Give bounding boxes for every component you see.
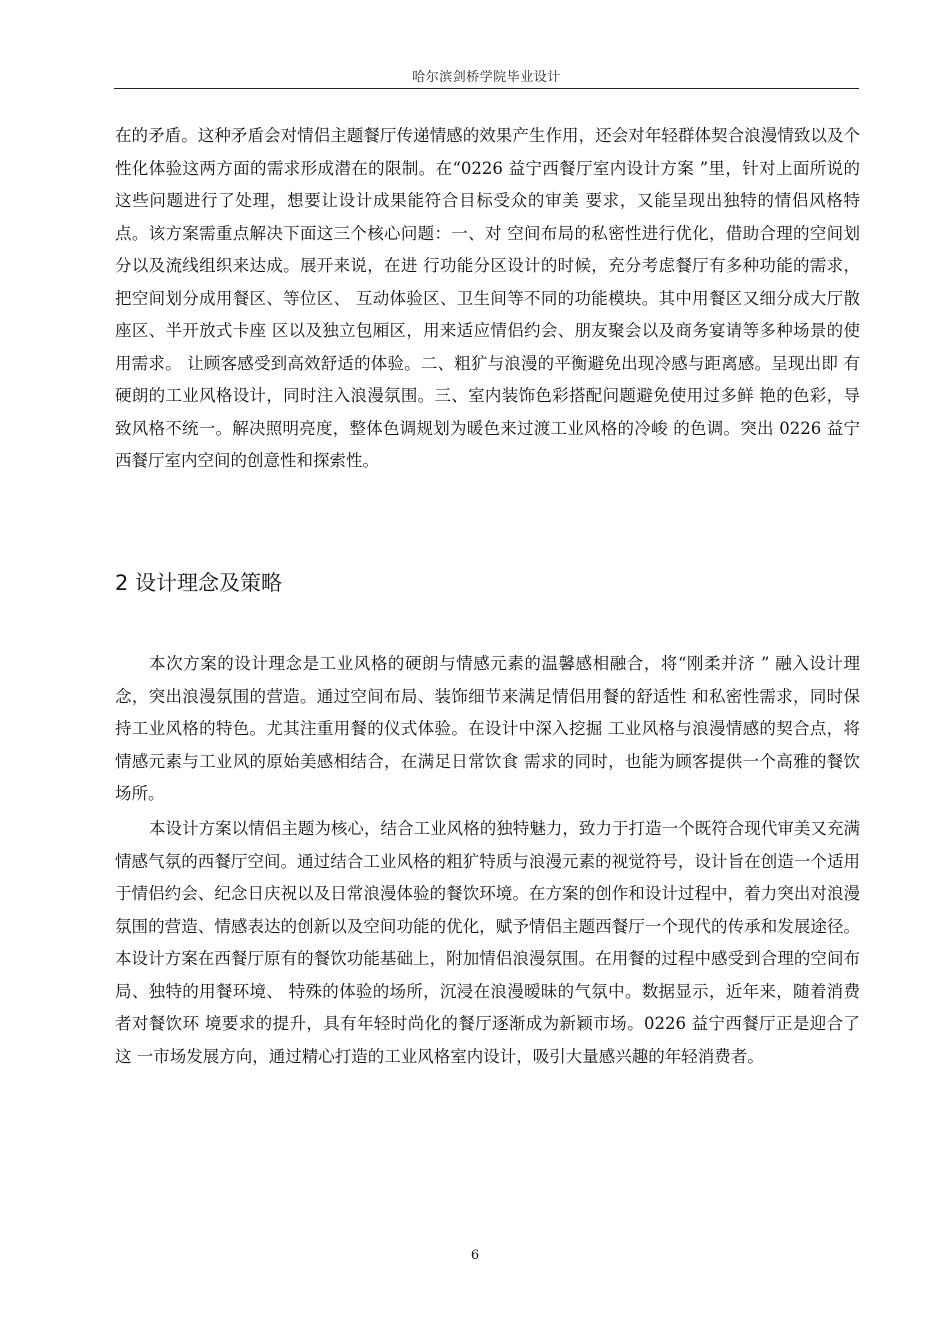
header-divider xyxy=(114,88,859,89)
page-number: 6 xyxy=(470,1248,480,1263)
body-paragraph: 在的矛盾。这种矛盾会对情侣主题餐厅传递情感的效果产生作用，还会对年轻群体契合浪漫情致以及个性化体验这两方面的需求形成潜在的限制。在“0226 益宁西餐厅室内设计方案 ”里，针对上面所说的这些问题进行了处理，想要让设计成果能符合目标受众的审美 要求，又能呈现出独特的情侣风格特点。该方案需重点解决下面这三个核心问题：一、对 空间布局的私密性进行优化，借助合理的空间划分以及流线组织来达成。展开来说，在进 行功能分区设计的时候，充分考虑餐厅有多种功能的需求，把空间划分成用餐区、等位区、 互动体验区、卫生间等不同的功能模块。其中用餐区又细分成大厅散座区、半开放式卡座 区以及独立包厢区，用来适应情侣约会、朋友聚会以及商务宴请等多种场景的使用需求。 让顾客感受到高效舒适的体验。二、粗犷与浪漫的平衡避免出现冷感与距离感。呈现出即 有硬朗的工业风格设计，同时注入浪漫氛围。三、室内装饰色彩搭配问题避免使用过多鲜 艳的色彩，导致风格不统一。解决照明亮度，整体色调规划为暖色来过渡工业风格的冷峻 的色调。突出 0226 益宁西餐厅室内空间的创意性和探索性。 xyxy=(115,126,860,470)
section-heading: 2 设计理念及策略 xyxy=(115,571,283,595)
body-paragraph: 本次方案的设计理念是工业风格的硬朗与情感元素的温馨感相融合，将“刚柔并济 ” 融入设计理念，突出浪漫氛围的营造。通过空间布局、装饰细节来满足情侣用餐的舒适性 和私密性需求，同时保持工业风格的特色。尤其注重用餐的仪式体验。在设计中深入挖掘 工业风格与浪漫情感的契合点，将情感元素与工业风的原始美感相结合，在满足日常饮食 需求的同时，也能为顾客提供一个高雅的餐饮场所。 xyxy=(115,654,860,803)
body-paragraph: 本设计方案以情侣主题为核心，结合工业风格的独特魅力，致力于打造一个既符合现代审美又充满情感气氛的西餐厅空间。通过结合工业风格的粗犷特质与浪漫元素的视觉符号，设计旨在创造一个适用于情侣约会、纪念日庆祝以及日常浪漫体验的餐饮环境。在方案的创作和设计过程中，着力突出对浪漫氛围的营造、情感表达的创新以及空间功能的优化，赋予情侣主题西餐厅一个现代的传承和发展途径。本设计方案在西餐厅原有的餐饮功能基础上，附加情侣浪漫氛围。在用餐的过程中感受到合理的空间布局、独特的用餐环境、 特殊的体验的场所，沉浸在浪漫暧昧的气氛中。数据显示，近年来，随着消费者对餐饮环 境要求的提升，具有年轻时尚化的餐厅逐渐成为新颖市场。0226 益宁西餐厅正是迎合了这 一市场发展方向，通过精心打造的工业风格室内设计，吸引大量感兴趣的年轻消费者。 xyxy=(115,819,860,1066)
page-header-title: 哈尔滨剑桥学院毕业设计 xyxy=(412,70,561,85)
